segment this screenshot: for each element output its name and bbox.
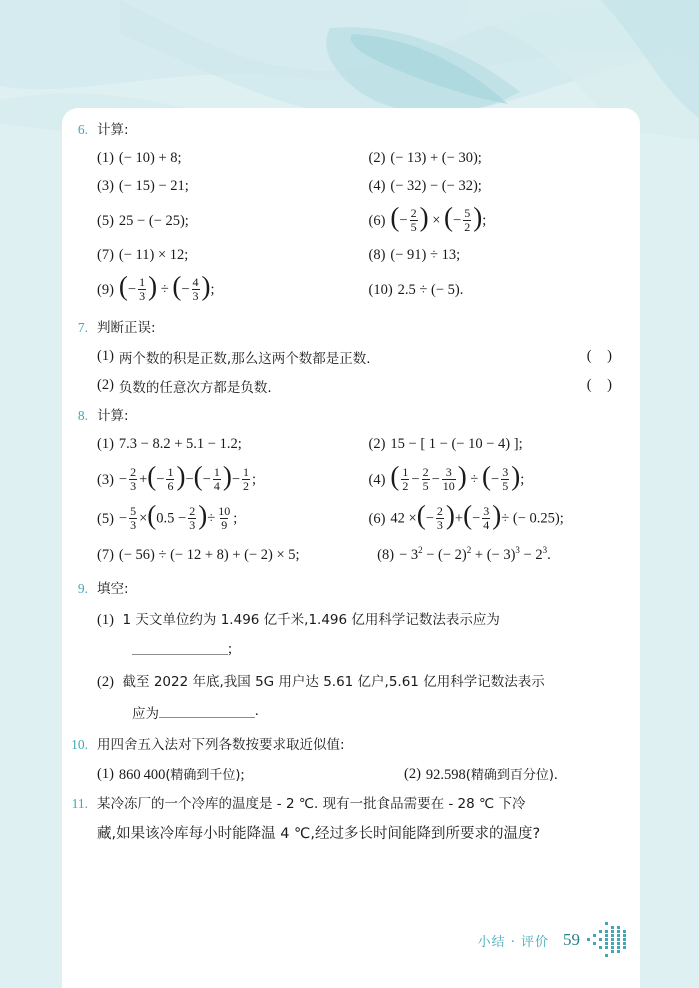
problem-7-row-2	[97, 376, 618, 396]
problem-9	[62, 579, 640, 722]
item-label: (2)	[404, 765, 421, 782]
item-label: (5)	[97, 510, 114, 527]
item-expression: (− 11) × 12;	[118, 247, 189, 264]
item-label: (5)	[97, 212, 114, 229]
item-expression: (− 15) − 21;	[118, 178, 189, 195]
item-expression: − $\frac{5}{3}$ ×(0.5 − $\frac{2}{3}$ )÷ $\frac{10}{9}$ ;	[118, 499, 238, 532]
problem-7	[62, 318, 640, 396]
problem-6-item-9	[97, 270, 369, 304]
problem-8-items	[97, 435, 640, 564]
problem-8-row-4	[97, 546, 640, 565]
problem-10-item-1	[97, 764, 404, 784]
content-panel	[62, 108, 640, 988]
item-statement: 负数的任意次方都是负数.	[118, 379, 272, 396]
problem-6-item-7	[97, 246, 369, 265]
problem-6-row-4	[97, 246, 640, 265]
problem-6-items	[97, 149, 640, 303]
problem-8-row-2	[97, 460, 640, 493]
problem-9-items	[97, 608, 640, 722]
problem-9-number: 9.	[77, 580, 88, 596]
problem-8-stem: 计算:	[97, 407, 129, 424]
item-label: (8)	[368, 247, 386, 264]
blank-prefix: 应为	[132, 705, 159, 722]
item-label: (2)	[368, 150, 386, 167]
problem-8-header	[62, 406, 640, 426]
answer-parentheses[interactable]: ( )	[586, 377, 618, 394]
problem-11-line-2: 藏,如果该冷库每小时能降温 4 ℃,经过多长时间能降到所要求的温度?	[97, 826, 541, 843]
problem-7-items	[97, 347, 618, 396]
item-label: (2)	[97, 377, 114, 394]
item-label: (2)	[368, 436, 386, 453]
problem-7-stem: 判断正误:	[97, 319, 156, 336]
problem-8-item-5	[97, 499, 369, 532]
item-label: (6)	[368, 510, 386, 527]
fill-blank-2[interactable]	[159, 706, 255, 718]
problem-6	[62, 108, 640, 304]
problem-10-item-2	[404, 764, 640, 784]
item-label: (7)	[97, 546, 114, 563]
problem-6-header	[62, 120, 640, 140]
problem-7-header	[62, 318, 640, 338]
item-label: (1)	[97, 348, 114, 365]
problem-6-item-2	[369, 149, 641, 168]
problem-7-number: 7.	[77, 319, 88, 335]
problem-6-item-10	[369, 277, 641, 303]
problem-7-row-1	[97, 347, 618, 367]
item-expression: (− 91) ÷ 13;	[390, 247, 461, 264]
problem-6-stem: 计算:	[97, 122, 129, 138]
item-expression: 860 400(精确到千位);	[118, 767, 245, 783]
problem-8-item-1	[97, 435, 369, 454]
item-expression: − $3^2$ − (− 2)$^2$ + (− $3)^3 - 2^3$.	[399, 544, 551, 563]
problem-9-stem: 填空:	[97, 580, 129, 597]
problem-9-header	[62, 579, 640, 599]
item-expression: ( $\frac{1}{2}$ − $\frac{2}{5}$ − $\frac{3}{10}$ ) ÷ (− $\frac{3}{5}$ );	[390, 460, 525, 493]
problem-9-blank-row-2	[97, 702, 640, 722]
blank-suffix: .	[255, 703, 259, 720]
problem-11	[62, 794, 640, 848]
problem-7-item-2	[97, 376, 618, 396]
item-expression: (− 32) − (− 32);	[390, 178, 482, 195]
problem-8-row-1	[97, 435, 640, 454]
problem-6-item-6	[368, 201, 641, 234]
item-label: (1)	[97, 765, 114, 782]
page-footer	[478, 920, 628, 960]
item-expression: (− 13) + (− 30);	[390, 150, 482, 167]
item-label: (3)	[97, 471, 114, 488]
problem-10-row-1	[97, 764, 640, 784]
blank-suffix: ;	[228, 640, 233, 657]
problem-10-number: 10.	[71, 736, 88, 752]
problem-11-number: 11.	[71, 796, 88, 811]
item-label: (1)	[97, 150, 114, 167]
problem-9-item-2-line1	[97, 670, 640, 691]
problem-10-stem: 用四舍五入法对下列各数按要求取近似值:	[97, 736, 345, 753]
problem-6-item-4	[369, 177, 641, 196]
item-label: (8)	[377, 546, 395, 563]
problem-6-row-2	[97, 177, 640, 196]
item-expression: 92.598(精确到百分位).	[425, 767, 558, 783]
item-label: (1)	[97, 611, 114, 628]
item-text: 1 天文单位约为 1.496 亿千米,1.496 亿用科学记数法表示应为	[122, 611, 500, 628]
item-label: (9)	[97, 282, 114, 299]
item-expression: (− $\frac{1}{3}$ ) ÷ (− $\frac{4}{3}$ );	[118, 270, 215, 304]
problem-9-item-2-line2	[97, 702, 640, 722]
problem-11-line-1: 某冷冻厂的一个冷库的温度是 - 2 ℃. 现有一批食品需要在 - 28 ℃ 下冷	[97, 796, 526, 812]
problem-10-items	[97, 764, 640, 784]
problem-6-item-8	[369, 246, 641, 265]
problem-10-header	[62, 735, 640, 755]
problem-9-item-1-line2	[97, 640, 640, 659]
problem-9-item-1-line1	[97, 608, 640, 629]
section-label: 小结 · 评价	[477, 934, 549, 950]
problem-6-item-5	[97, 208, 369, 234]
problem-6-item-3	[97, 177, 369, 196]
item-expression: − $\frac{2}{3}$ +(− $\frac{1}{6}$ )−(− $\frac{1}{4}$ )− $\frac{1}{2}$ ;	[118, 460, 257, 493]
item-label: (4)	[368, 178, 386, 195]
item-expression: 42 ×(− $\frac{2}{3}$ )+(− $\frac{3}{4}$ )÷ (− 0.25);	[390, 499, 564, 532]
item-expression: 7.3 − 8.2 + 5.1 − 1.2;	[118, 436, 242, 453]
page-number: 59	[563, 930, 580, 949]
item-label: (2)	[97, 673, 114, 690]
item-expression: 15 − [ 1 − (− 10 − 4) ];	[390, 436, 523, 453]
item-expression: (− 10) + 8;	[118, 150, 182, 167]
problem-6-item-1	[97, 149, 369, 168]
item-expression: 25 − (− 25);	[118, 212, 189, 229]
problem-8-item-8	[377, 546, 640, 565]
problem-6-number: 6.	[77, 122, 88, 137]
answer-parentheses[interactable]: ( )	[586, 348, 618, 365]
problem-8-item-7	[97, 546, 377, 565]
problem-6-row-5	[97, 270, 640, 304]
problem-6-row-1	[97, 149, 640, 168]
item-expression: (− $\frac{2}{5}$ ) × (− $\frac{5}{2}$ );	[390, 201, 487, 234]
problem-8-row-3	[97, 499, 640, 532]
problem-10	[62, 735, 640, 784]
problem-8	[62, 406, 640, 565]
item-label: (10)	[368, 282, 393, 299]
item-expression: (− 56) ÷ (− 12 + 8) + (− 2) × 5;	[118, 546, 300, 563]
item-label: (1)	[97, 436, 114, 453]
problem-8-item-6	[368, 499, 641, 532]
problem-8-item-2	[369, 435, 641, 454]
dot-grid-decoration	[586, 920, 628, 960]
problem-9-blank-row-1	[97, 640, 640, 659]
item-text: 截至 2022 年底,我国 5G 用户达 5.61 亿户,5.61 亿用科学记数法表示	[122, 673, 545, 690]
item-statement: 两个数的积是正数,那么这两个数都是正数.	[118, 350, 371, 367]
problem-11-header	[62, 794, 640, 814]
problem-9-item-1	[97, 608, 640, 629]
problem-6-row-3	[97, 201, 640, 234]
item-label: (4)	[368, 471, 386, 488]
item-expression: 2.5 ÷ (− 5).	[397, 282, 464, 299]
fill-blank-1[interactable]	[132, 643, 228, 655]
item-label: (6)	[368, 212, 386, 229]
problem-8-item-3	[97, 460, 369, 493]
item-label: (3)	[97, 178, 114, 195]
problem-7-item-1	[97, 347, 618, 367]
problem-9-item-2	[97, 670, 640, 691]
problem-8-number: 8.	[77, 407, 88, 423]
item-label: (7)	[97, 247, 114, 264]
problem-8-item-4	[368, 460, 641, 493]
